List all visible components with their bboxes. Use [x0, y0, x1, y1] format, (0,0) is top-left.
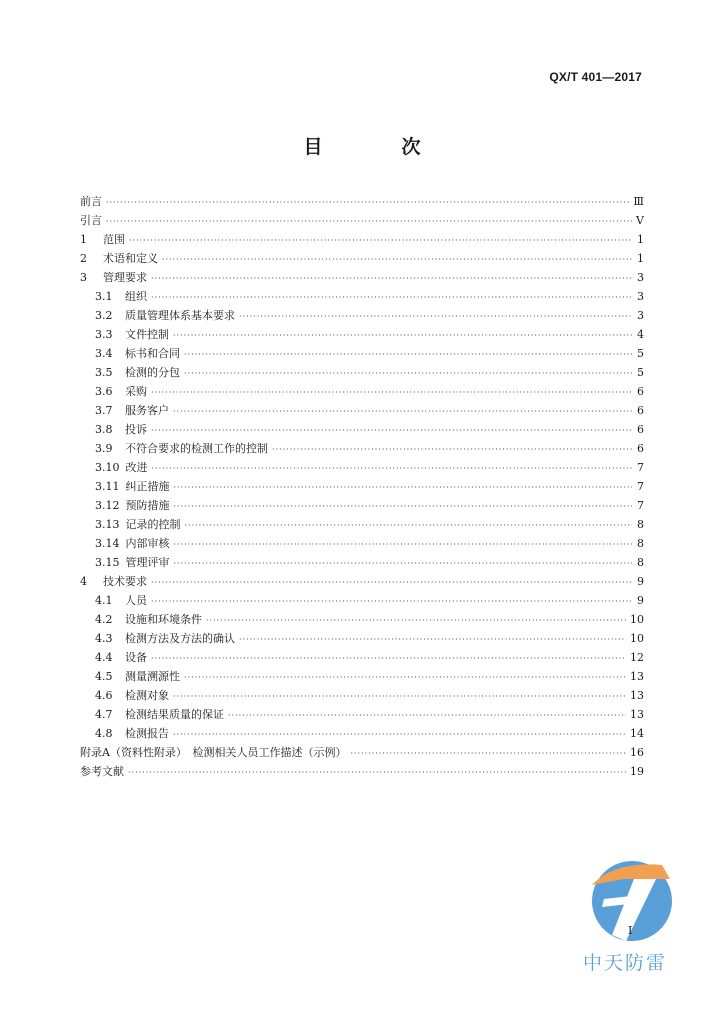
- toc-entry[interactable]: [80, 249, 644, 268]
- toc-dot-leader: [151, 592, 632, 611]
- toc-entry[interactable]: [80, 287, 644, 306]
- toc-entry-page: 13: [630, 689, 644, 702]
- toc-dot-leader: [151, 649, 626, 668]
- toc-entry-number: 2: [80, 252, 87, 265]
- toc-entry[interactable]: [80, 515, 644, 534]
- toc-entry-label: 组织: [125, 290, 147, 303]
- toc-dot-leader: [174, 535, 633, 554]
- toc-entry-label: 改进: [125, 461, 148, 474]
- toc-entry-label: 纠正措施: [125, 480, 170, 493]
- toc-entry[interactable]: [80, 192, 644, 211]
- toc-dot-leader: [173, 326, 632, 345]
- toc-entry-label: 检测对象: [125, 689, 169, 702]
- toc-entry-number: 4: [80, 575, 87, 588]
- toc-dot-leader: [174, 478, 633, 497]
- toc-entry-label: 不符合要求的检测工作的控制: [125, 442, 268, 455]
- toc-dot-leader: [152, 459, 633, 478]
- toc-dot-leader: [151, 573, 632, 592]
- toc-entry-label: 投诉: [125, 423, 147, 436]
- toc-entry-number: 3.5: [95, 366, 113, 379]
- toc-entry-number: 3.4: [95, 347, 113, 360]
- page-number: Ⅰ: [628, 924, 633, 937]
- toc-entry-page: 8: [637, 518, 644, 531]
- toc-entry-number: 4.3: [95, 632, 113, 645]
- toc-dot-leader: [173, 725, 626, 744]
- toc-entry-number: 3.10: [95, 461, 120, 474]
- toc-dot-leader: [151, 269, 632, 288]
- toc-entry-label: 技术要求: [103, 575, 147, 588]
- toc-entry-number: 1: [80, 233, 87, 246]
- toc-entry[interactable]: [80, 325, 644, 344]
- toc-dot-leader: [174, 554, 633, 573]
- toc-entry-page: Ⅲ: [633, 195, 644, 208]
- toc-entry-number: 4.6: [95, 689, 113, 702]
- toc-entry-page: 3: [637, 271, 644, 284]
- toc-dot-leader: [185, 516, 633, 535]
- page-title: 目 次: [303, 136, 451, 158]
- toc-dot-leader: [173, 402, 632, 421]
- toc-entry-number: 4.1: [95, 594, 113, 607]
- toc-entry-label: 范围: [103, 233, 125, 246]
- brand-watermark: 中天防雷: [583, 952, 668, 974]
- toc-entry-page: 19: [630, 765, 644, 778]
- toc-entry-page: 7: [637, 499, 644, 512]
- toc-dot-leader: [106, 212, 632, 231]
- toc-entry[interactable]: [80, 553, 644, 572]
- toc-entry-page: 14: [630, 727, 644, 740]
- toc-entry-label: 检测的分包: [125, 366, 180, 379]
- toc-entry-number: 4.8: [95, 727, 113, 740]
- toc-dot-leader: [151, 383, 632, 402]
- toc-entry[interactable]: [80, 458, 644, 477]
- toc-dot-leader: [184, 364, 632, 383]
- toc-entry-page: 9: [637, 575, 644, 588]
- toc-dot-leader: [272, 440, 632, 459]
- toc-entry-number: 3.2: [95, 309, 113, 322]
- toc-entry-label: 预防措施: [125, 499, 170, 512]
- toc-dot-leader: [151, 421, 632, 440]
- toc-entry-page: 3: [637, 290, 644, 303]
- toc-entry-page: 5: [637, 347, 644, 360]
- toc-entry-page: 7: [637, 480, 644, 493]
- toc-entry-number: 4.4: [95, 651, 113, 664]
- toc-entry[interactable]: [80, 477, 644, 496]
- toc-entry-page: Ⅴ: [636, 214, 644, 227]
- toc-entry-label: 设施和环境条件: [125, 613, 202, 626]
- toc-entry-page: 12: [630, 651, 644, 664]
- toc-dot-leader: [184, 668, 626, 687]
- toc-entry-page: 7: [637, 461, 644, 474]
- toc-entry-page: 8: [637, 556, 644, 569]
- toc-entry[interactable]: [80, 363, 644, 382]
- toc-dot-leader: [173, 687, 626, 706]
- toc-entry-number: 4.2: [95, 613, 113, 626]
- toc-entry-number: 3.6: [95, 385, 113, 398]
- toc-entry-label: 采购: [125, 385, 147, 398]
- toc-dot-leader: [239, 630, 626, 649]
- toc-entry-number: 3: [80, 271, 87, 284]
- toc-entry-page: 4: [637, 328, 644, 341]
- toc-dot-leader: [239, 307, 632, 326]
- toc-entry[interactable]: [80, 610, 644, 629]
- toc-entry-page: 6: [637, 442, 644, 455]
- toc-entry-label: 附录A（资料性附录） 检测相关人员工作描述（示例）: [80, 746, 347, 759]
- toc-dot-leader: [128, 763, 626, 782]
- toc-entry-label: 管理评审: [125, 556, 170, 569]
- toc-entry[interactable]: [80, 591, 644, 610]
- toc-entry[interactable]: [80, 743, 644, 762]
- toc-entry[interactable]: [80, 268, 644, 287]
- toc-entry[interactable]: [80, 629, 644, 648]
- toc-entry-label: 参考文献: [80, 765, 124, 778]
- table-of-contents: [80, 192, 644, 781]
- toc-entry-page: 16: [630, 746, 644, 759]
- toc-entry-label: 人员: [125, 594, 147, 607]
- toc-entry-number: 3.12: [95, 499, 120, 512]
- toc-dot-leader: [151, 288, 632, 307]
- toc-entry-page: 6: [637, 423, 644, 436]
- toc-entry[interactable]: [80, 230, 644, 249]
- toc-dot-leader: [174, 497, 633, 516]
- toc-entry-label: 文件控制: [125, 328, 169, 341]
- toc-entry-page: 6: [637, 385, 644, 398]
- toc-entry-page: 1: [637, 233, 644, 246]
- toc-entry-number: 3.1: [95, 290, 113, 303]
- toc-dot-leader: [129, 231, 632, 250]
- toc-entry-label: 设备: [125, 651, 147, 664]
- toc-entry-number: 3.7: [95, 404, 113, 417]
- toc-entry-label: 记录的控制: [125, 518, 181, 531]
- toc-entry[interactable]: [80, 667, 644, 686]
- toc-dot-leader: [162, 250, 632, 269]
- toc-entry-number: 3.15: [95, 556, 120, 569]
- toc-entry-label: 检测报告: [125, 727, 169, 740]
- toc-entry-label: 引言: [80, 214, 102, 227]
- toc-entry[interactable]: [80, 496, 644, 515]
- toc-entry-label: 质量管理体系基本要求: [125, 309, 235, 322]
- toc-entry-page: 10: [630, 632, 644, 645]
- toc-entry-page: 5: [637, 366, 644, 379]
- toc-entry-label: 测量溯源性: [125, 670, 180, 683]
- toc-entry[interactable]: [80, 648, 644, 667]
- toc-entry[interactable]: [80, 306, 644, 325]
- toc-dot-leader: [350, 744, 626, 763]
- standard-number: QX/T 401—2017: [549, 70, 642, 84]
- toc-entry-label: 检测方法及方法的确认: [125, 632, 235, 645]
- toc-entry-number: 3.13: [95, 518, 120, 531]
- toc-entry[interactable]: [80, 344, 644, 363]
- toc-dot-leader: [228, 706, 626, 725]
- toc-entry[interactable]: [80, 572, 644, 591]
- toc-dot-leader: [106, 193, 629, 212]
- toc-entry[interactable]: [80, 534, 644, 553]
- toc-entry-page: 8: [637, 537, 644, 550]
- toc-entry-label: 标书和合同: [125, 347, 180, 360]
- toc-entry-number: 3.11: [95, 480, 120, 493]
- toc-entry-label: 检测结果质量的保证: [125, 708, 224, 721]
- toc-entry-number: 4.5: [95, 670, 113, 683]
- toc-entry-page: 3: [637, 309, 644, 322]
- toc-entry-number: 4.7: [95, 708, 113, 721]
- toc-entry-label: 服务客户: [125, 404, 169, 417]
- toc-entry[interactable]: [80, 211, 644, 230]
- toc-entry[interactable]: [80, 382, 644, 401]
- toc-entry-number: 3.8: [95, 423, 113, 436]
- toc-entry[interactable]: [80, 705, 644, 724]
- toc-entry[interactable]: [80, 439, 644, 458]
- toc-entry-number: 3.9: [95, 442, 113, 455]
- toc-entry-page: 6: [637, 404, 644, 417]
- toc-entry[interactable]: [80, 686, 644, 705]
- toc-entry-page: 9: [637, 594, 644, 607]
- toc-entry-label: 术语和定义: [103, 252, 158, 265]
- toc-dot-leader: [184, 345, 632, 364]
- toc-entry-page: 13: [630, 708, 644, 721]
- toc-entry-page: 13: [630, 670, 644, 683]
- toc-entry[interactable]: [80, 724, 644, 743]
- toc-entry-label: 内部审核: [125, 537, 170, 550]
- toc-entry-page: 10: [630, 613, 644, 626]
- toc-entry-label: 管理要求: [103, 271, 147, 284]
- toc-entry-number: 3.14: [95, 537, 120, 550]
- toc-entry-number: 3.3: [95, 328, 113, 341]
- toc-entry[interactable]: [80, 401, 644, 420]
- toc-entry[interactable]: [80, 420, 644, 439]
- toc-dot-leader: [206, 611, 626, 630]
- toc-entry[interactable]: [80, 762, 644, 781]
- toc-entry-label: 前言: [80, 195, 102, 208]
- toc-entry-page: 1: [637, 252, 644, 265]
